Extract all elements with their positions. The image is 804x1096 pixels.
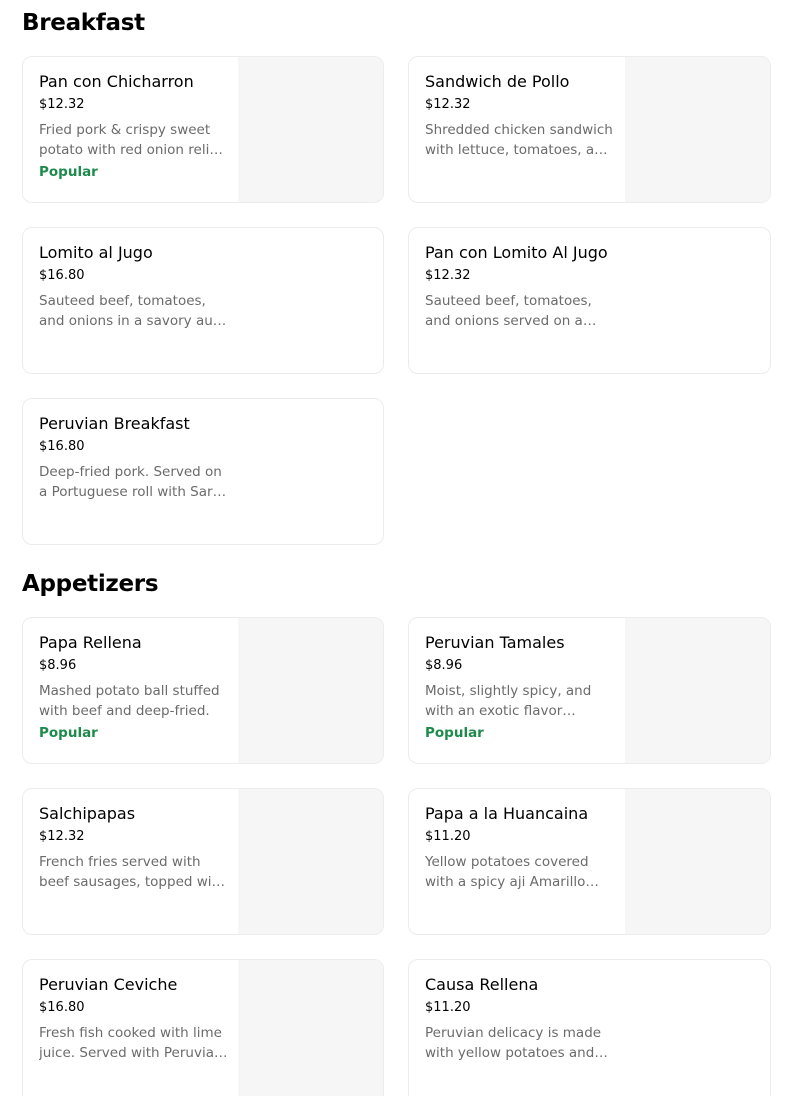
menu-item-image xyxy=(625,57,770,202)
menu-item-card[interactable] xyxy=(22,56,384,203)
menu-item-info xyxy=(39,414,229,502)
menu-item-price: $8.96 xyxy=(39,658,77,673)
menu-item-description: Sauteed beef, tomatoes, and onions in a savory au xyxy=(39,293,213,329)
menu-item-name: Salchipapas xyxy=(39,804,136,823)
menu-item-image xyxy=(238,960,383,1096)
menu-item-image xyxy=(238,789,383,934)
menu-item-price: $16.80 xyxy=(39,439,85,454)
menu-item-price: $12.32 xyxy=(425,268,471,283)
menu-item-card[interactable] xyxy=(22,227,384,374)
menu-item-card[interactable] xyxy=(22,617,384,764)
menu-item-info xyxy=(425,975,615,1063)
menu-item-info xyxy=(425,804,615,892)
menu-item-price: $8.96 xyxy=(425,658,463,673)
menu-item-name: Peruvian Tamales xyxy=(425,633,565,652)
menu-item-price: $11.20 xyxy=(425,1000,471,1015)
menu-item-image xyxy=(238,618,383,763)
menu-item-info xyxy=(39,243,229,331)
menu-item-description: Deep-fried pork. Served on a Portuguese roll with Sarza xyxy=(39,464,228,500)
menu-item-info xyxy=(39,72,229,182)
menu-item-price: $16.80 xyxy=(39,268,85,283)
appetizers-grid xyxy=(22,617,771,1096)
menu-item-name: Causa Rellena xyxy=(425,975,539,994)
menu-item-info xyxy=(39,804,229,892)
menu-item-price: $12.32 xyxy=(425,97,471,112)
menu-item-name: Papa Rellena xyxy=(39,633,142,652)
menu-item-card[interactable] xyxy=(22,959,384,1096)
menu-item-description: Moist, slightly spicy, and with an exotic flavor xyxy=(425,683,592,719)
menu-item-name: Pan con Lomito Al Jugo xyxy=(425,243,608,262)
menu-item-name: Pan con Chicharron xyxy=(39,72,194,91)
menu-item-name: Lomito al Jugo xyxy=(39,243,153,262)
popular-badge: Popular xyxy=(39,725,98,741)
menu-item-card[interactable] xyxy=(22,788,384,935)
menu-item-info xyxy=(425,243,615,331)
popular-badge: Popular xyxy=(39,164,98,180)
menu-item-image xyxy=(238,57,383,202)
menu-item-card[interactable] xyxy=(408,227,771,374)
empty-grid-cell xyxy=(408,398,771,545)
menu-item-price: $12.32 xyxy=(39,829,85,844)
menu-item-info xyxy=(39,633,229,743)
menu-item-description: Mashed potato ball stuffed with beef and deep-fried. xyxy=(39,683,220,719)
popular-badge: Popular xyxy=(425,725,484,741)
menu-item-info xyxy=(425,72,615,160)
menu-item-card[interactable] xyxy=(408,788,771,935)
menu-item-name: Sandwich de Pollo xyxy=(425,72,570,91)
breakfast-grid xyxy=(22,56,771,545)
menu-item-price: $11.20 xyxy=(425,829,471,844)
menu-item-description: Fresh fish cooked with lime juice. Served with Peruvian xyxy=(39,1025,223,1061)
menu-item-name: Peruvian Ceviche xyxy=(39,975,178,994)
menu-item-description: Yellow potatoes covered with a spicy aji Amarillo xyxy=(425,854,589,890)
section-title-appetizers: Appetizers xyxy=(22,571,159,597)
section-title-breakfast: Breakfast xyxy=(22,10,145,36)
menu-item-info xyxy=(425,633,615,743)
menu-item-description: French fries served with beef sausages, topped with xyxy=(39,854,226,890)
menu-item-description: Sauteed beef, tomatoes, and onions served on a xyxy=(425,293,592,329)
menu-item-info xyxy=(39,975,229,1063)
menu-item-card[interactable] xyxy=(22,398,384,545)
menu-item-card[interactable] xyxy=(408,56,771,203)
menu-item-description: Fried pork & crispy sweet potato with red onion relish xyxy=(39,122,225,158)
menu-item-card[interactable] xyxy=(408,617,771,764)
menu-item-image xyxy=(625,789,770,934)
menu-item-card[interactable] xyxy=(408,959,771,1096)
menu-item-image xyxy=(625,618,770,763)
menu-item-name: Peruvian Breakfast xyxy=(39,414,190,433)
menu-item-description: Peruvian delicacy is made with yellow potatoes and xyxy=(425,1025,602,1061)
menu-item-price: $16.80 xyxy=(39,1000,85,1015)
menu-item-price: $12.32 xyxy=(39,97,85,112)
menu-item-description: Shredded chicken sandwich with lettuce, tomatoes, and xyxy=(425,122,613,158)
menu-item-name: Papa a la Huancaina xyxy=(425,804,589,823)
